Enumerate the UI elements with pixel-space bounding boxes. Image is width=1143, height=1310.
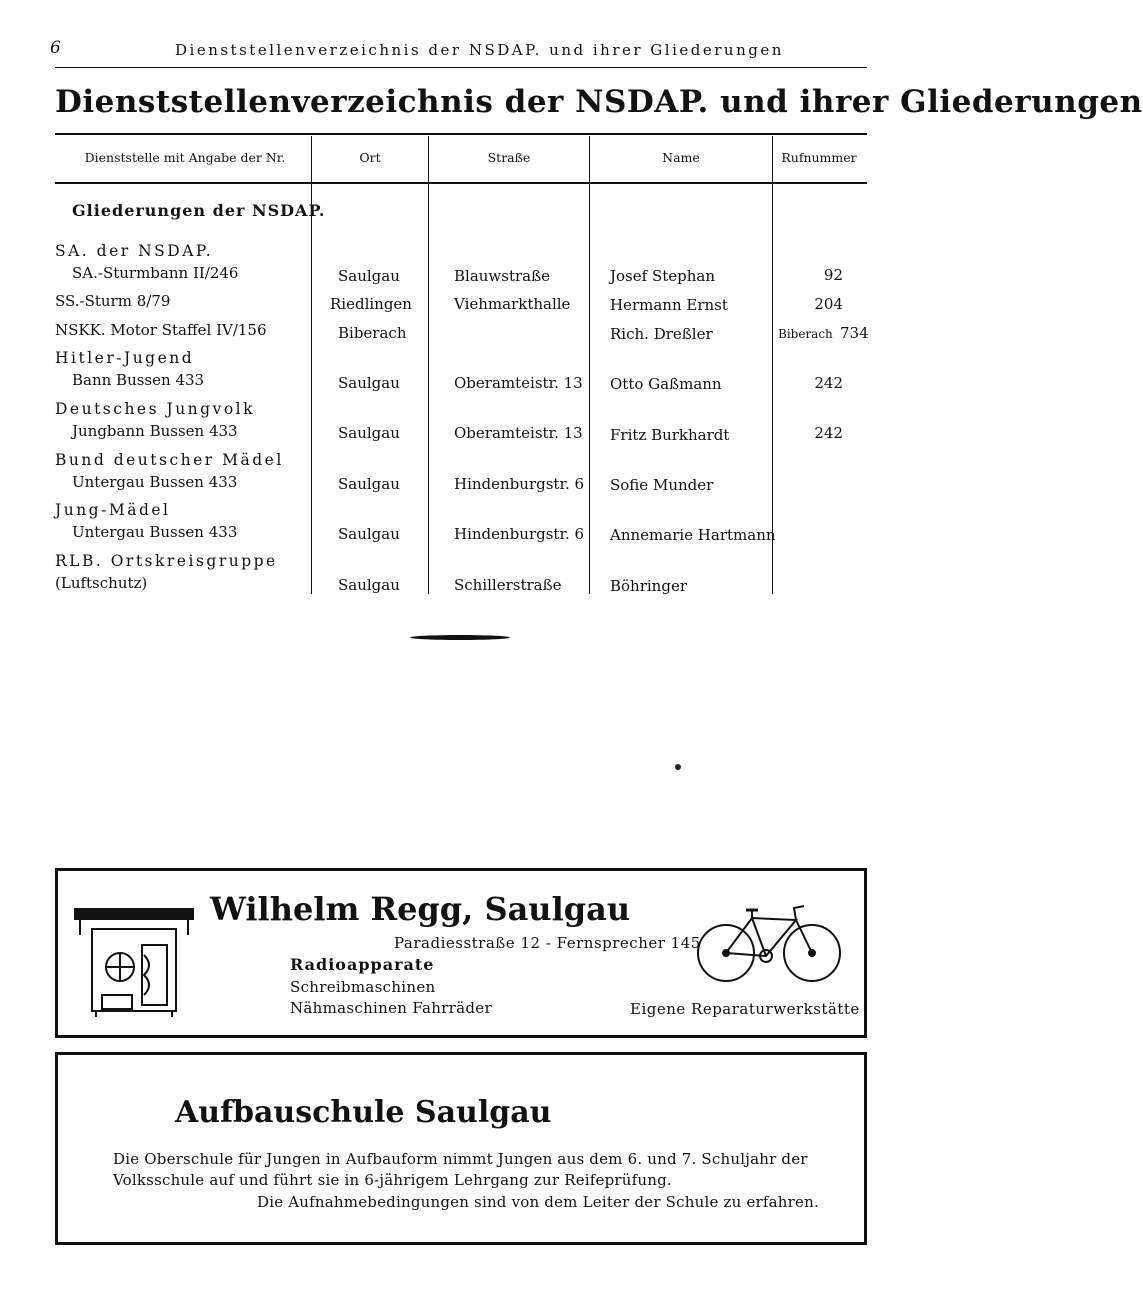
end-ornament <box>410 635 510 640</box>
cell-ort: Saulgau <box>338 267 400 285</box>
cell-ort: Saulgau <box>338 374 400 392</box>
cell-rufnummer: 734 <box>840 324 869 342</box>
page-title: Dienststellenverzeichnis der NSDAP. und ihrer Gliederungen <box>55 84 1143 120</box>
product-sewing-bikes: Nähmaschinen Fahrräder <box>290 999 492 1017</box>
section-heading: Gliederungen der NSDAP. <box>72 201 326 220</box>
org-title: Jung-Mädel <box>55 501 171 519</box>
school-text-line: Volksschule auf und führt sie in 6-jährigem Lehrgang zur Reifeprüfung. <box>113 1171 672 1189</box>
cell-name: Sofie Munder <box>610 476 714 494</box>
cell-rufnummer: 242 <box>814 424 843 442</box>
org-unit: Untergau Bussen 433 <box>72 523 238 541</box>
cell-name: Fritz Burkhardt <box>610 426 730 444</box>
table-header-rule <box>55 182 867 184</box>
cell-strasse: Viehmarkthalle <box>454 295 571 313</box>
org-unit: (Luftschutz) <box>55 574 148 592</box>
org-unit: Jungbann Bussen 433 <box>72 422 238 440</box>
running-head: Dienststellenverzeichnis der NSDAP. und ihrer Gliederungen <box>175 41 784 59</box>
advertisement-school <box>55 1052 867 1245</box>
org-title: RLB. Ortskreisgruppe <box>55 552 278 570</box>
bicycle-icon <box>694 898 844 988</box>
school-text-line: Die Aufnahmebedingungen sind von dem Leiter der Schule zu erfahren. <box>257 1193 819 1211</box>
school-title: Aufbauschule Saulgau <box>175 1095 552 1130</box>
table-top-rule <box>55 133 867 135</box>
print-speck <box>675 764 681 770</box>
cell-rufnummer-prefix: Biberach <box>778 327 833 341</box>
org-title: Hitler-Jugend <box>55 349 195 367</box>
cell-rufnummer: 242 <box>814 374 843 392</box>
cell-strasse: Hindenburgstr. 6 <box>454 475 585 493</box>
column-header-name: Name <box>662 150 700 165</box>
org-title: Deutsches Jungvolk <box>55 400 256 418</box>
cell-name: Otto Gaßmann <box>610 375 722 393</box>
page-number: 6 <box>50 38 61 58</box>
org-unit: SS.-Sturm 8/79 <box>55 292 171 310</box>
cell-ort: Saulgau <box>338 576 400 594</box>
column-header-ort: Ort <box>359 150 381 165</box>
cell-ort: Saulgau <box>338 424 400 442</box>
cell-strasse: Oberamteistr. 13 <box>454 374 583 392</box>
repair-workshop: Eigene Reparaturwerkstätte <box>630 1000 860 1018</box>
cell-rufnummer: 204 <box>814 295 843 313</box>
school-text-line: Die Oberschule für Jungen in Aufbauform nimmt Jungen aus dem 6. und 7. Schuljahr der <box>113 1150 808 1168</box>
cell-ort: Saulgau <box>338 525 400 543</box>
cell-strasse: Schillerstraße <box>454 576 562 594</box>
org-unit: NSKK. Motor Staffel IV/156 <box>55 321 267 339</box>
advertiser-address: Paradiesstraße 12 - Fernsprecher 145 <box>394 934 701 952</box>
advertiser-name: Wilhelm Regg, Saulgau <box>210 890 631 928</box>
cell-ort: Saulgau <box>338 475 400 493</box>
cell-rufnummer: 92 <box>823 266 843 284</box>
header-rule <box>55 67 867 68</box>
column-divider-3 <box>589 136 590 594</box>
cell-strasse: Oberamteistr. 13 <box>454 424 583 442</box>
org-title: Bund deutscher Mädel <box>55 451 284 469</box>
product-radio: Radioapparate <box>290 955 435 974</box>
sewing-machine-icon <box>72 905 197 1020</box>
cell-ort: Biberach <box>338 324 407 342</box>
column-header-dienststelle: Dienststelle mit Angabe der Nr. <box>84 150 286 165</box>
cell-name: Josef Stephan <box>610 267 715 285</box>
org-unit: SA.-Sturmbann II/246 <box>72 264 239 282</box>
column-header-strasse: Straße <box>487 150 531 165</box>
cell-ort: Riedlingen <box>330 295 412 313</box>
column-header-rufnummer: Rufnummer <box>781 150 857 165</box>
org-title: SA. der NSDAP. <box>55 242 214 260</box>
cell-name: Böhringer <box>610 577 687 595</box>
cell-strasse: Hindenburgstr. 6 <box>454 525 585 543</box>
product-typewriters: Schreibmaschinen <box>290 978 436 996</box>
org-unit: Bann Bussen 433 <box>72 371 205 389</box>
org-unit: Untergau Bussen 433 <box>72 473 238 491</box>
cell-name: Annemarie Hartmann <box>610 526 776 544</box>
cell-strasse: Blauwstraße <box>454 267 550 285</box>
cell-name: Rich. Dreßler <box>610 325 713 343</box>
column-divider-2 <box>428 136 429 594</box>
cell-name: Hermann Ernst <box>610 296 728 314</box>
